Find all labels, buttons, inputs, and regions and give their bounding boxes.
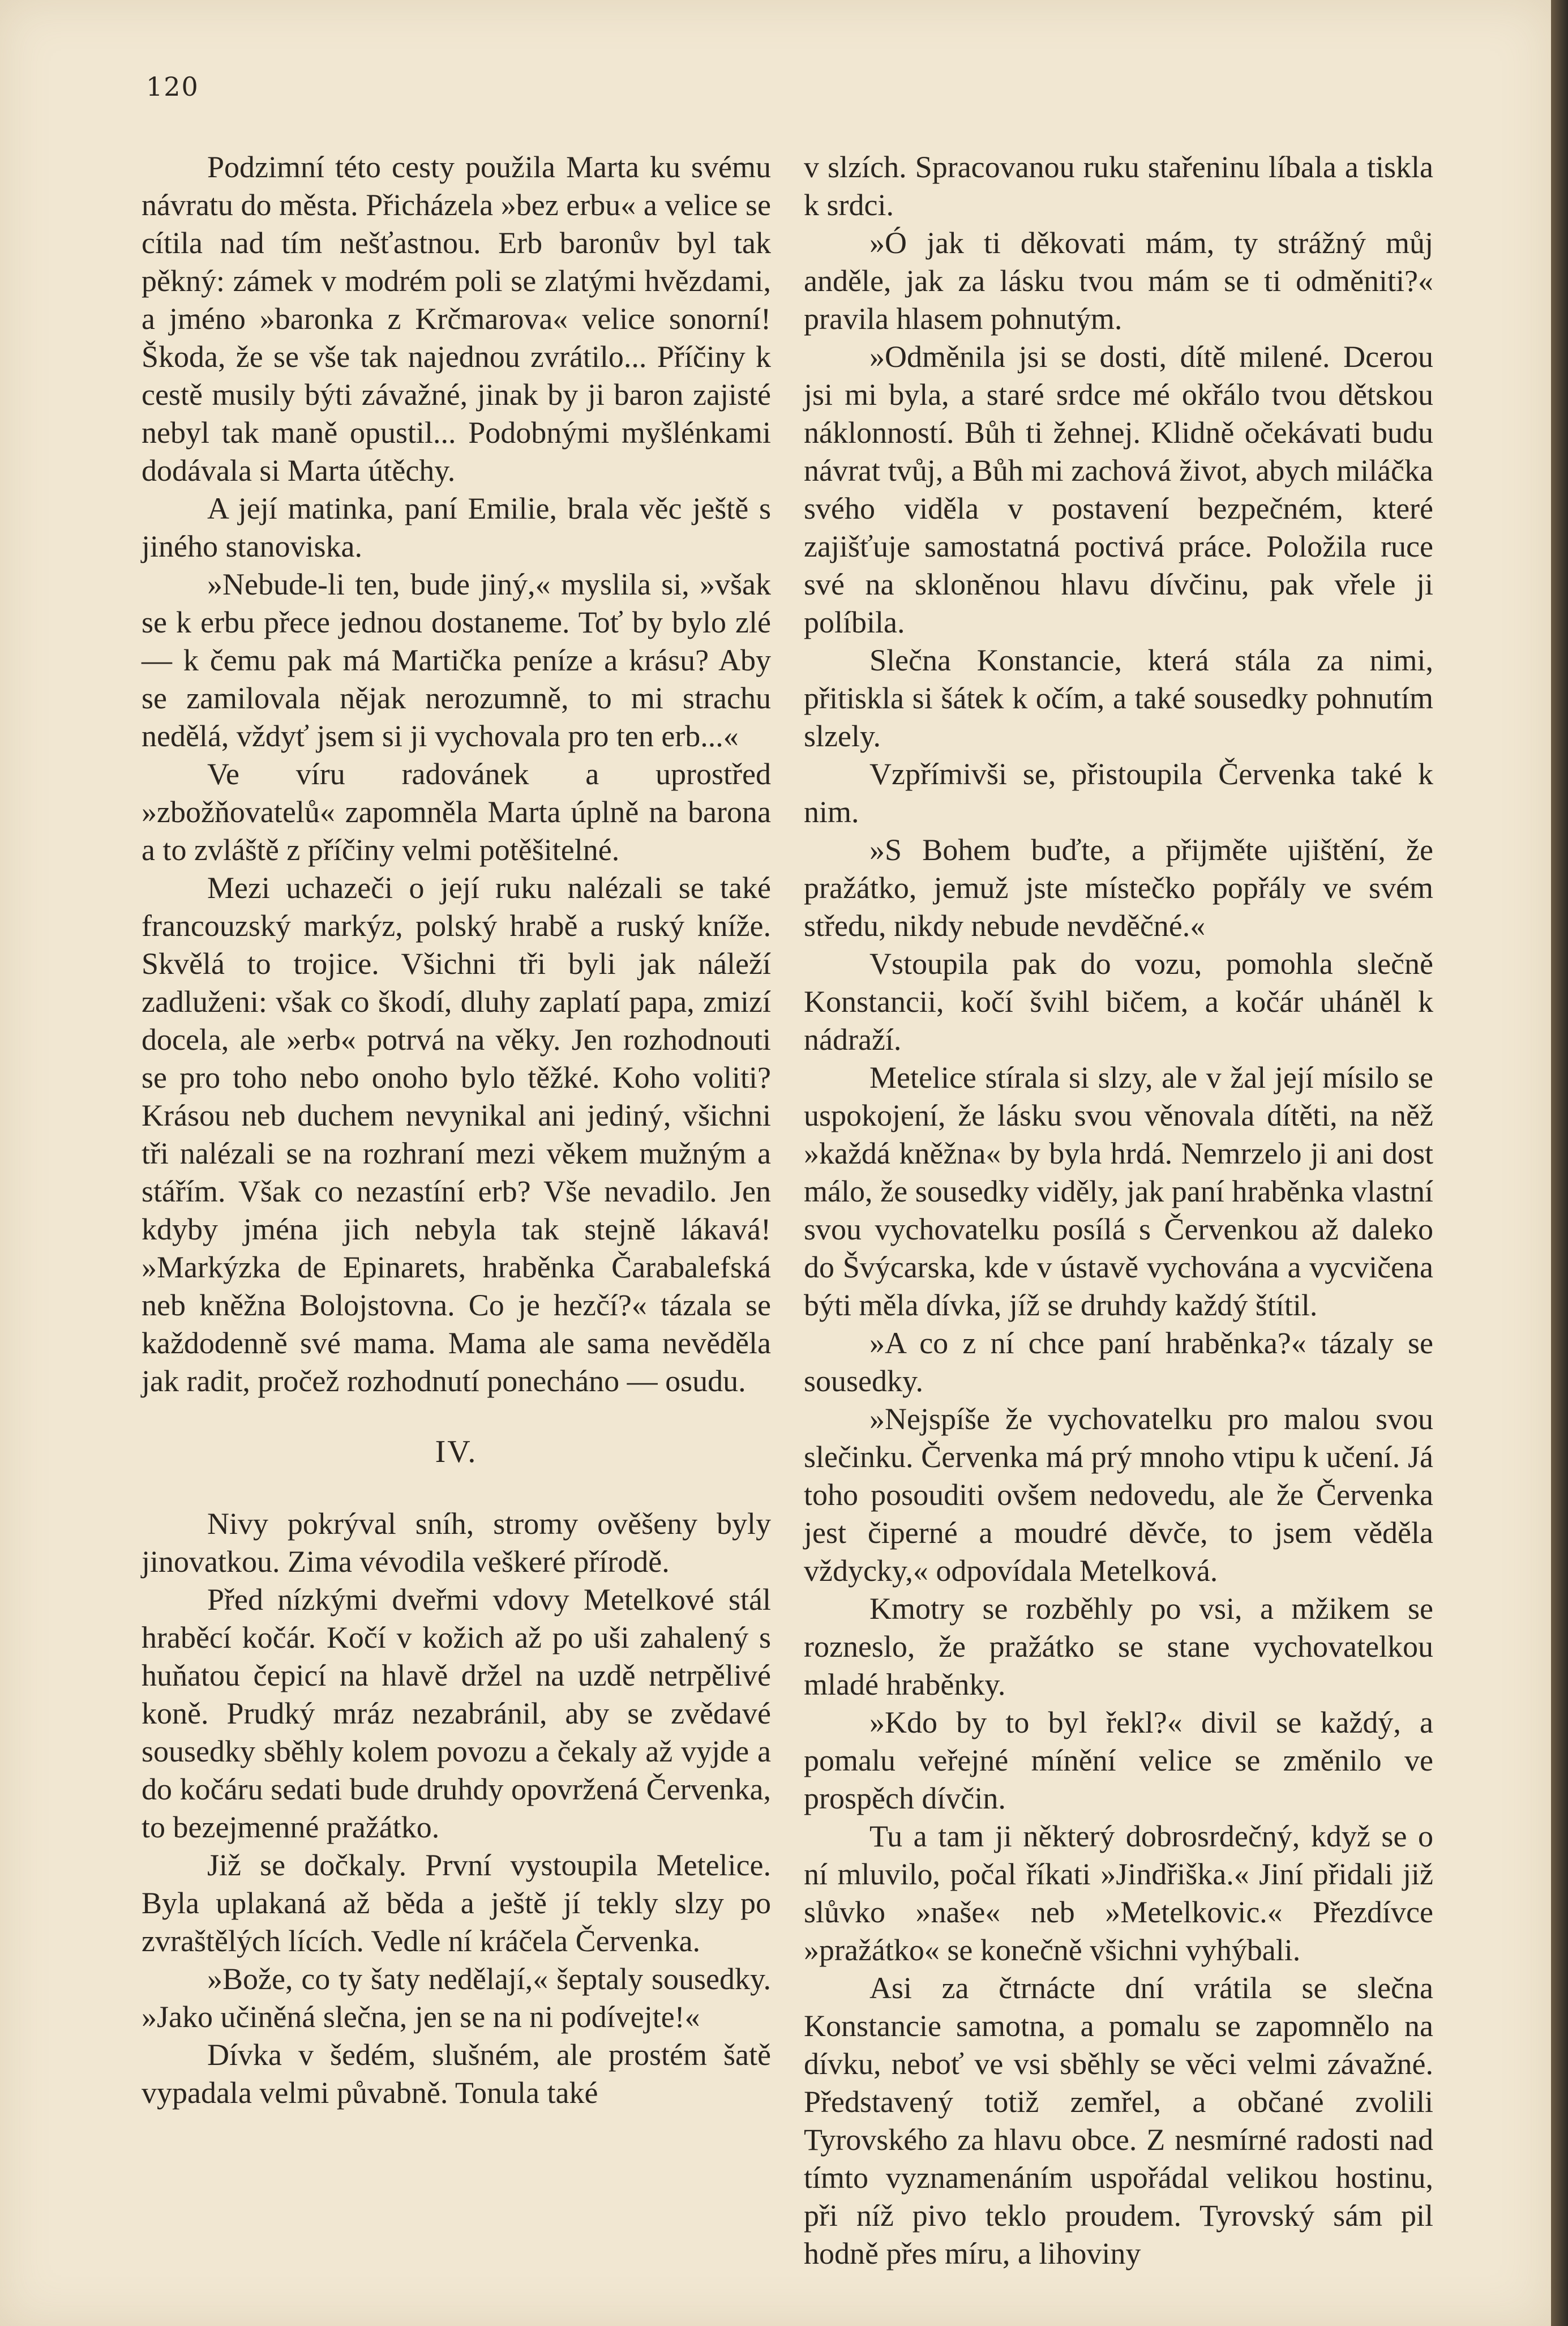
paragraph: »A co z ní chce paní hraběnka?« tázaly se sousedky. [804,1326,1433,1398]
paragraph: Mezi uchazeči o její ruku nalézali se také francouzský markýz, polský hrabě a ruský kníže. Skvělá to trojice. Všichni tři byli jak náleží zadluženi: však co škodí, dluhy zaplatí papa, zmizí docela, ale »erb« potrvá na věky. Jen rozhodnouti se pro toho nebo onoho bylo těžké. Koho voliti? Krásou neb duchem nevynikal ani jediný, všichni tři nalézali se na rozhraní mezi věkem mužným a stářím. Však co nezastíní erb? Vše nevadilo. Jen kdyby jména jich nebyla tak stejně lákavá! »Markýzka de Epinarets, hraběnka Čarabalefská neb kněžna Bolojstovna. Co je hezčí?« tázala se každodenně své mama. Mama ale sama nevěděla jak radit, pročež rozhodnutí ponecháno — osudu. [142,871,771,1398]
book-spine-edge [1551,0,1568,2326]
paragraph: Podzimní této cesty použila Marta ku svému návratu do města. Přicházela »bez erbu« a velice se cítila nad tím nešťastnou. Erb baronův byl tak pěkný: zámek v modrém poli se zlatými hvězdami, a jméno »baronka z Krčmarova« velice sonorní! Škoda, že se vše tak najednou zvrátilo... Příčiny k cestě musily býti závažné, jinak by ji baron zajisté nebyl tak maně opustil... Podobnými myšlénkami dodávala si Marta útěchy. [142,150,771,488]
page-number: 120 [146,71,199,102]
paragraph: Nivy pokrýval sníh, stromy ověšeny byly jinovatkou. Zima vévodila veškeré přírodě. [142,1507,771,1579]
left-column [142,148,771,2112]
paragraph: »Ó jak ti děkovati mám, ty strážný můj anděle, jak za lásku tvou mám se ti odměniti?« pravila hlasem pohnutým. [804,226,1433,336]
paragraph: Před nízkými dveřmi vdovy Metelkové stál hraběcí kočár. Kočí v kožich až po uši zahalený s huňatou čepicí na hlavě držel na uzdě netrpělivé koně. Prudký mráz nezabránil, aby se zvědavé sousedky sběhly kolem povozu a čekaly až vyjde a do kočáru sedati bude druhdy opovržená Červenka, to bezejmenné pražátko. [142,1583,771,1844]
paragraph: Metelice stírala si slzy, ale v žal její mísilo se uspokojení, že lásku svou věnovala dítěti, na něž »každá kněžna« by byla hrdá. Nemrzelo ji ani dost málo, že sousedky viděly, jak paní hraběnka vlastní svou vychovatelku posílá s Červenkou až daleko do Švýcarska, kde v ústavě vychována a vycvičena býti měla dívka, jíž se druhdy každý štítil. [804,1061,1433,1322]
paragraph: »Odměnila jsi se dosti, dítě milené. Dcerou jsi mi byla, a staré srdce mé okřálo tvou dětskou náklonností. Bůh ti žehnej. Klidně očekávati budu návrat tvůj, a Bůh mi zachová život, abych miláčka svého viděla v postavení bezpečném, které zajišťuje samostatná poctivá práce. Položila ruce své na skloněnou hlavu dívčinu, pak vřele ji políbila. [804,340,1433,639]
paragraph: »Bože, co ty šaty nedělají,« šeptaly sousedky. »Jako učiněná slečna, jen se na ni podívejte!« [142,1962,771,2034]
paragraph: Slečna Konstancie, která stála za nimi, přitiskla si šátek k očím, a také sousedky pohnutím slzely. [804,643,1433,753]
paragraph: Již se dočkaly. První vystoupila Metelice. Byla uplakaná až běda a ještě jí tekly slzy po zvraštělých lících. Vedle ní kráčela Červenka. [142,1848,771,1958]
paragraph: Kmotry se rozběhly po vsi, a mžikem se rozneslo, že pražátko se stane vychovatelkou mladé hraběnky. [804,1592,1433,1701]
paragraph: »Nejspíše že vychovatelku pro malou svou slečinku. Červenka má prý mnoho vtipu k učení. Já toho posouditi ovšem nedovedu, ale že Červenka jest čiperné a moudré děvče, to jsem věděla vždycky,« odpovídala Metelková. [804,1402,1433,1588]
paragraph: Dívka v šedém, slušném, ale prostém šatě vypadala velmi půvabně. Tonula také [142,2038,771,2110]
paragraph: Ve víru radovánek a uprostřed »zbožňovatelů« zapomněla Marta úplně na barona a to zvláště z příčiny velmi potěšitelné. [142,757,771,867]
paragraph: Vstoupila pak do vozu, pomohla slečně Konstancii, kočí švihl bičem, a kočár uháněl k nádraží. [804,947,1433,1057]
right-column [804,148,1433,2273]
paragraph: »Nebude-li ten, bude jiný,« myslila si, »však se k erbu přece jednou dostaneme. Toť by bylo zlé — k čemu pak má Martička peníze a krásu? Aby se zamilovala nějak nerozumně, to mi strachu nedělá, vždyť jsem si ji vychovala pro ten erb...« [142,567,771,753]
chapter-heading: IV. [435,1434,478,1469]
paragraph: Tu a tam ji některý dobrosrdečný, když se o ní mluvilo, počal říkati »Jindřiška.« Jiní přidali již slůvko »naše« neb »Metelkovic.« Přezdívce »pražátko« se konečně všichni vyhýbali. [804,1819,1433,1967]
paragraph: »Kdo by to byl řekl?« divil se každý, a pomalu veřejné mínění velice se změnilo ve prospěch dívčin. [804,1705,1433,1815]
paragraph: Vzpřímivši se, přistoupila Červenka také k nim. [804,757,1433,829]
paragraph: »S Bohem buďte, a přijměte ujištění, že pražátko, jemuž jste místečko popřály ve svém středu, nikdy nebude nevděčné.« [804,833,1433,943]
paragraph: A její matinka, paní Emilie, brala věc ještě s jiného stanoviska. [142,491,771,563]
paragraph: Asi za čtrnácte dní vrátila se slečna Konstancie samotna, a pomalu se zapomnělo na dívku, neboť ve vsi sběhly se věci velmi závažné. Představený totiž zemřel, a občané zvolili Tyrovského za hlavu obce. Z nesmírné radosti nad tímto vyznamenáním uspořádal velikou hostinu, při níž pivo teklo proudem. Tyrovský sám pil hodně přes míru, a lihoviny [804,1971,1433,2271]
paragraph-continuation: v slzích. Spracovanou ruku stařeninu líbala a tiskla k srdci. [804,150,1433,222]
